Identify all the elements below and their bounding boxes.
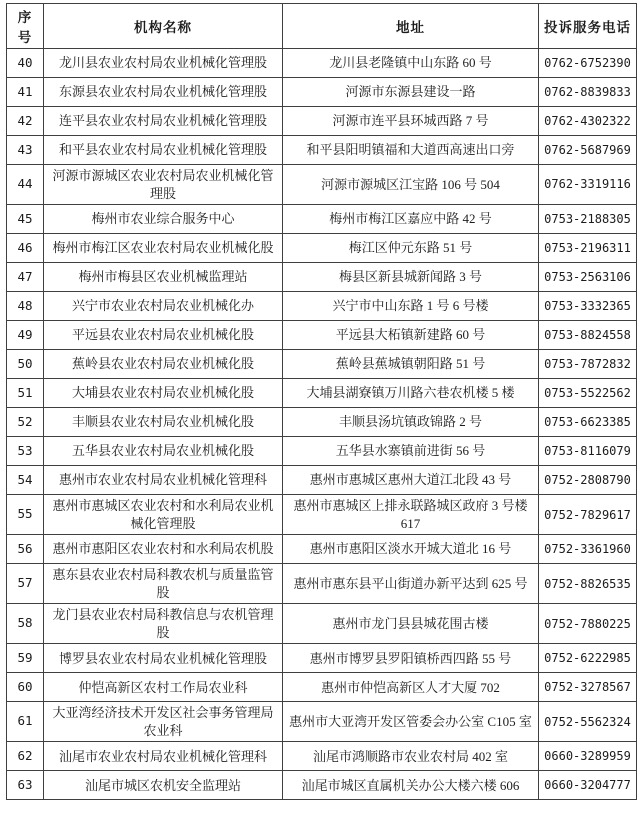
cell-name: 大亚湾经济技术开发区社会事务管理局农业科 bbox=[44, 702, 283, 742]
table-row bbox=[7, 136, 637, 165]
cell-address: 龙川县老隆镇中山东路 60 号 bbox=[283, 49, 539, 78]
table-row bbox=[7, 604, 637, 644]
cell-address: 和平县阳明镇福和大道西高速出口旁 bbox=[283, 136, 539, 165]
cell-index: 55 bbox=[7, 495, 44, 535]
table-row bbox=[7, 535, 637, 564]
agency-contact-table bbox=[6, 3, 637, 800]
cell-name: 仲恺高新区农村工作局农业科 bbox=[44, 673, 283, 702]
cell-name: 龙门县农业农村局科教信息与农机管理股 bbox=[44, 604, 283, 644]
cell-name: 和平县农业农村局农业机械化管理股 bbox=[44, 136, 283, 165]
cell-phone: 0752-3278567 bbox=[539, 673, 637, 702]
cell-name: 五华县农业农村局农业机械化股 bbox=[44, 437, 283, 466]
table-row bbox=[7, 49, 637, 78]
cell-address: 惠州市博罗县罗阳镇桥西四路 55 号 bbox=[283, 644, 539, 673]
cell-index: 46 bbox=[7, 234, 44, 263]
cell-address: 汕尾市鸿顺路市农业农村局 402 室 bbox=[283, 742, 539, 771]
col-header-index: 序号 bbox=[7, 4, 44, 49]
table-row bbox=[7, 379, 637, 408]
table-row bbox=[7, 107, 637, 136]
cell-name: 兴宁市农业农村局农业机械化办 bbox=[44, 292, 283, 321]
cell-address: 惠州市惠城区上排永联路城区政府 3 号楼 617 bbox=[283, 495, 539, 535]
table-row bbox=[7, 564, 637, 604]
cell-phone: 0752-7829617 bbox=[539, 495, 637, 535]
cell-phone: 0752-6222985 bbox=[539, 644, 637, 673]
cell-name: 梅州市梅江区农业农村局农业机械化股 bbox=[44, 234, 283, 263]
cell-index: 50 bbox=[7, 350, 44, 379]
table-row bbox=[7, 205, 637, 234]
table-row bbox=[7, 644, 637, 673]
cell-address: 惠州市龙门县县城花围古楼 bbox=[283, 604, 539, 644]
cell-phone: 0752-3361960 bbox=[539, 535, 637, 564]
cell-address: 惠州市惠阳区淡水开城大道北 16 号 bbox=[283, 535, 539, 564]
cell-name: 平远县农业农村局农业机械化股 bbox=[44, 321, 283, 350]
table-row bbox=[7, 321, 637, 350]
cell-index: 63 bbox=[7, 771, 44, 800]
table-row bbox=[7, 165, 637, 205]
cell-phone: 0753-8116079 bbox=[539, 437, 637, 466]
cell-index: 51 bbox=[7, 379, 44, 408]
cell-name: 丰顺县农业农村局农业机械化股 bbox=[44, 408, 283, 437]
cell-address: 惠州市仲恺高新区人才大厦 702 bbox=[283, 673, 539, 702]
table-row bbox=[7, 234, 637, 263]
table-row bbox=[7, 408, 637, 437]
cell-phone: 0762-4302322 bbox=[539, 107, 637, 136]
table-row bbox=[7, 495, 637, 535]
cell-phone: 0762-6752390 bbox=[539, 49, 637, 78]
col-header-name: 机构名称 bbox=[44, 4, 283, 49]
cell-index: 45 bbox=[7, 205, 44, 234]
table-row bbox=[7, 702, 637, 742]
cell-index: 42 bbox=[7, 107, 44, 136]
cell-name: 河源市源城区农业农村局农业机械化管理股 bbox=[44, 165, 283, 205]
table-row bbox=[7, 78, 637, 107]
table-header-row bbox=[7, 4, 637, 49]
cell-index: 48 bbox=[7, 292, 44, 321]
cell-address: 河源市源城区江宝路 106 号 504 bbox=[283, 165, 539, 205]
cell-address: 大埔县湖寮镇万川路六巷农机楼 5 楼 bbox=[283, 379, 539, 408]
cell-name: 蕉岭县农业农村局农业机械化股 bbox=[44, 350, 283, 379]
cell-name: 梅州市梅县区农业机械监理站 bbox=[44, 263, 283, 292]
cell-index: 40 bbox=[7, 49, 44, 78]
cell-index: 53 bbox=[7, 437, 44, 466]
cell-name: 惠东县农业农村局科教农机与质量监管股 bbox=[44, 564, 283, 604]
cell-name: 惠州市惠城区农业农村和水利局农业机械化管理股 bbox=[44, 495, 283, 535]
cell-phone: 0762-5687969 bbox=[539, 136, 637, 165]
cell-index: 52 bbox=[7, 408, 44, 437]
table-row bbox=[7, 673, 637, 702]
cell-name: 博罗县农业农村局农业机械化管理股 bbox=[44, 644, 283, 673]
table-row bbox=[7, 292, 637, 321]
cell-address: 河源市连平县环城西路 7 号 bbox=[283, 107, 539, 136]
cell-name: 汕尾市城区农机安全监理站 bbox=[44, 771, 283, 800]
cell-address: 梅江区仲元东路 51 号 bbox=[283, 234, 539, 263]
cell-index: 57 bbox=[7, 564, 44, 604]
cell-index: 47 bbox=[7, 263, 44, 292]
col-header-address: 地址 bbox=[283, 4, 539, 49]
cell-phone: 0753-5522562 bbox=[539, 379, 637, 408]
cell-phone: 0753-2188305 bbox=[539, 205, 637, 234]
cell-phone: 0753-8824558 bbox=[539, 321, 637, 350]
cell-index: 58 bbox=[7, 604, 44, 644]
cell-address: 河源市东源县建设一路 bbox=[283, 78, 539, 107]
cell-index: 62 bbox=[7, 742, 44, 771]
cell-index: 49 bbox=[7, 321, 44, 350]
cell-phone: 0753-3332365 bbox=[539, 292, 637, 321]
cell-address: 汕尾市城区直属机关办公大楼六楼 606 bbox=[283, 771, 539, 800]
cell-index: 41 bbox=[7, 78, 44, 107]
cell-index: 60 bbox=[7, 673, 44, 702]
cell-name: 惠州市农业农村局农业机械化管理科 bbox=[44, 466, 283, 495]
cell-phone: 0752-2808790 bbox=[539, 466, 637, 495]
cell-phone: 0762-8839833 bbox=[539, 78, 637, 107]
table-body bbox=[7, 49, 637, 800]
table-row bbox=[7, 263, 637, 292]
cell-name: 梅州市农业综合服务中心 bbox=[44, 205, 283, 234]
cell-phone: 0753-2563106 bbox=[539, 263, 637, 292]
cell-index: 43 bbox=[7, 136, 44, 165]
cell-index: 56 bbox=[7, 535, 44, 564]
cell-name: 东源县农业农村局农业机械化管理股 bbox=[44, 78, 283, 107]
cell-phone: 0762-3319116 bbox=[539, 165, 637, 205]
cell-phone: 0753-6623385 bbox=[539, 408, 637, 437]
cell-address: 兴宁市中山东路 1 号 6 号楼 bbox=[283, 292, 539, 321]
cell-phone: 0660-3289959 bbox=[539, 742, 637, 771]
cell-name: 汕尾市农业农村局农业机械化管理科 bbox=[44, 742, 283, 771]
cell-index: 59 bbox=[7, 644, 44, 673]
cell-address: 惠州市惠东县平山街道办新平达到 625 号 bbox=[283, 564, 539, 604]
cell-phone: 0753-7872832 bbox=[539, 350, 637, 379]
col-header-phone: 投诉服务电话 bbox=[539, 4, 637, 49]
cell-phone: 0660-3204777 bbox=[539, 771, 637, 800]
table-row bbox=[7, 437, 637, 466]
cell-index: 54 bbox=[7, 466, 44, 495]
cell-name: 龙川县农业农村局农业机械化管理股 bbox=[44, 49, 283, 78]
table-row bbox=[7, 350, 637, 379]
cell-index: 44 bbox=[7, 165, 44, 205]
cell-address: 梅县区新县城新闻路 3 号 bbox=[283, 263, 539, 292]
table-row bbox=[7, 466, 637, 495]
cell-address: 梅州市梅江区嘉应中路 42 号 bbox=[283, 205, 539, 234]
cell-address: 五华县水寨镇前进街 56 号 bbox=[283, 437, 539, 466]
cell-address: 蕉岭县蕉城镇朝阳路 51 号 bbox=[283, 350, 539, 379]
table-row bbox=[7, 771, 637, 800]
cell-phone: 0752-8826535 bbox=[539, 564, 637, 604]
cell-phone: 0752-7880225 bbox=[539, 604, 637, 644]
cell-name: 大埔县农业农村局农业机械化股 bbox=[44, 379, 283, 408]
table-row bbox=[7, 742, 637, 771]
cell-phone: 0752-5562324 bbox=[539, 702, 637, 742]
cell-address: 惠州市惠城区惠州大道江北段 43 号 bbox=[283, 466, 539, 495]
cell-phone: 0753-2196311 bbox=[539, 234, 637, 263]
cell-address: 平远县大柘镇新建路 60 号 bbox=[283, 321, 539, 350]
cell-name: 惠州市惠阳区农业农村和水利局农机股 bbox=[44, 535, 283, 564]
cell-address: 丰顺县汤坑镇政锦路 2 号 bbox=[283, 408, 539, 437]
cell-address: 惠州市大亚湾开发区管委会办公室 C105 室 bbox=[283, 702, 539, 742]
cell-name: 连平县农业农村局农业机械化管理股 bbox=[44, 107, 283, 136]
cell-index: 61 bbox=[7, 702, 44, 742]
